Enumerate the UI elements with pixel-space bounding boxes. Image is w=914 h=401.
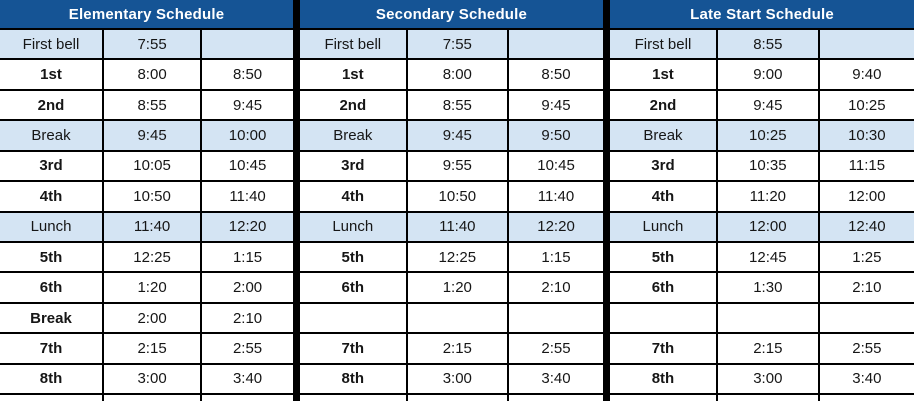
schedule-row: [300, 30, 603, 60]
end-time-cell: 8:50: [541, 66, 571, 84]
schedule-row: [300, 243, 603, 273]
start-time-cell: 10:50: [104, 182, 202, 210]
start-time-cell: 10:05: [104, 152, 202, 180]
end-time-cell: 9:50: [541, 126, 571, 144]
start-time-cell: 12:45: [718, 243, 820, 271]
period-cell: 1st: [300, 60, 408, 88]
start-time-cell: [718, 304, 820, 332]
end-time-cell: 3:40: [852, 370, 882, 388]
end-time-cell: 10:45: [537, 157, 575, 175]
period-cell: [300, 304, 408, 332]
schedule-row: [610, 30, 914, 60]
elementary-schedule-table: [0, 0, 293, 401]
period-cell: 6th: [0, 273, 104, 301]
period-cell: 2nd: [610, 91, 718, 119]
schedule-row: [0, 213, 293, 243]
clipped-cell: [408, 395, 510, 401]
start-time-cell: 10:25: [718, 121, 820, 149]
period-cell: Lunch: [610, 213, 718, 241]
start-time-cell: [408, 304, 510, 332]
schedule-row: [610, 243, 914, 273]
clipped-cell: [509, 395, 603, 401]
clipped-row: [300, 395, 603, 401]
end-time-cell: 2:55: [232, 339, 263, 357]
period-cell: 1st: [610, 60, 718, 88]
schedule-row: [300, 334, 603, 364]
start-time-cell: 10:50: [408, 182, 510, 210]
schedule-row: [0, 334, 293, 364]
end-time-cell: 9:40: [852, 66, 882, 84]
end-time-cell: 11:40: [537, 187, 575, 205]
end-time-cell: [202, 30, 293, 58]
period-cell: 8th: [0, 365, 104, 393]
start-time-cell: 8:55: [408, 91, 510, 119]
clipped-cell: [820, 395, 914, 401]
schedule-row: [610, 182, 914, 212]
schedule-row: [300, 182, 603, 212]
start-time-cell: 2:15: [104, 334, 202, 362]
period-cell: 7th: [610, 334, 718, 362]
schedule-row: [0, 60, 293, 90]
schedule-row: [610, 121, 914, 151]
period-cell: 4th: [0, 182, 104, 210]
end-time-cell: 11:15: [848, 157, 886, 175]
late-start-schedule-table: [610, 0, 914, 401]
period-cell: [610, 304, 718, 332]
end-time-cell: [820, 304, 914, 332]
start-time-cell: 8:55: [104, 91, 202, 119]
period-cell: 2nd: [300, 91, 408, 119]
table-rows: [0, 30, 293, 395]
period-cell: 3rd: [0, 152, 104, 180]
start-time-cell: 1:20: [408, 273, 510, 301]
period-cell: 6th: [300, 273, 408, 301]
end-time-cell: 10:25: [848, 96, 886, 114]
start-time-cell: 8:00: [408, 60, 510, 88]
period-cell: 3rd: [610, 152, 718, 180]
period-cell: 5th: [0, 243, 104, 271]
start-time-cell: 12:25: [104, 243, 202, 271]
start-time-cell: 11:20: [718, 182, 820, 210]
table-title: Late Start Schedule: [610, 0, 914, 30]
start-time-cell: 7:55: [104, 30, 202, 58]
end-time-cell: 12:20: [228, 218, 267, 236]
start-time-cell: 9:00: [718, 60, 820, 88]
start-time-cell: 9:45: [104, 121, 202, 149]
start-time-cell: 2:00: [104, 304, 202, 332]
schedule-row: [0, 365, 293, 393]
period-cell: 1st: [0, 60, 104, 88]
schedule-row: [300, 152, 603, 182]
empty-row: [610, 304, 914, 334]
start-time-cell: 8:55: [718, 30, 820, 58]
end-time-cell: [820, 30, 914, 58]
period-cell: 7th: [0, 334, 104, 362]
period-cell: 8th: [300, 365, 408, 393]
start-time-cell: 3:00: [718, 365, 820, 393]
clipped-cell: [610, 395, 718, 401]
end-time-cell: [509, 30, 603, 58]
schedule-row: [0, 182, 293, 212]
end-time-cell: 1:15: [541, 248, 571, 266]
end-time-cell: 12:40: [848, 218, 886, 236]
period-cell: First bell: [0, 30, 104, 58]
clipped-row: [0, 395, 293, 401]
schedule-row: [610, 334, 914, 364]
period-cell: 7th: [300, 334, 408, 362]
schedule-row: [300, 60, 603, 90]
end-time-cell: 12:00: [848, 187, 886, 205]
period-cell: 5th: [300, 243, 408, 271]
start-time-cell: 11:40: [408, 213, 510, 241]
schedule-row: [610, 213, 914, 243]
period-cell: Break: [0, 121, 104, 149]
schedule-row: [610, 365, 914, 393]
end-time-cell: 11:40: [229, 187, 266, 205]
start-time-cell: 2:15: [718, 334, 820, 362]
period-cell: 6th: [610, 273, 718, 301]
clipped-cell: [0, 395, 104, 401]
end-time-cell: 10:00: [228, 126, 267, 144]
schedule-row: [0, 243, 293, 273]
empty-row: [300, 304, 603, 334]
start-time-cell: 12:00: [718, 213, 820, 241]
clipped-cell: [104, 395, 202, 401]
period-cell: 8th: [610, 365, 718, 393]
period-cell: 2nd: [0, 91, 104, 119]
schedule-row: [300, 273, 603, 303]
clipped-row: [610, 395, 914, 401]
schedule-row: [300, 121, 603, 151]
period-cell: Lunch: [0, 213, 104, 241]
start-time-cell: 2:15: [408, 334, 510, 362]
end-time-cell: 3:40: [541, 370, 571, 388]
table-title: Elementary Schedule: [0, 0, 293, 30]
period-cell: 4th: [610, 182, 718, 210]
start-time-cell: 10:35: [718, 152, 820, 180]
end-time-cell: 2:00: [232, 279, 263, 297]
start-time-cell: 8:00: [104, 60, 202, 88]
end-time-cell: 1:25: [852, 248, 882, 266]
period-cell: 4th: [300, 182, 408, 210]
period-cell: Break: [610, 121, 718, 149]
table-title: Secondary Schedule: [300, 0, 603, 30]
end-time-cell: 2:55: [852, 339, 882, 357]
schedule-row: [0, 152, 293, 182]
end-time-cell: 10:45: [228, 157, 267, 175]
end-time-cell: 3:40: [232, 370, 263, 388]
secondary-schedule-table: [300, 0, 603, 401]
end-time-cell: 9:45: [541, 96, 571, 114]
start-time-cell: 1:20: [104, 273, 202, 301]
start-time-cell: 7:55: [408, 30, 510, 58]
start-time-cell: 3:00: [104, 365, 202, 393]
period-cell: 5th: [610, 243, 718, 271]
start-time-cell: 9:55: [408, 152, 510, 180]
end-time-cell: 10:30: [848, 126, 886, 144]
clipped-cell: [202, 395, 293, 401]
clipped-cell: [718, 395, 820, 401]
start-time-cell: 12:25: [408, 243, 510, 271]
period-cell: 3rd: [300, 152, 408, 180]
period-cell: Lunch: [300, 213, 408, 241]
end-time-cell: 2:10: [541, 279, 571, 297]
schedule-row: [610, 60, 914, 90]
schedule-row: [0, 273, 293, 303]
schedule-row: [0, 121, 293, 151]
end-time-cell: 1:15: [232, 248, 263, 266]
start-time-cell: 3:00: [408, 365, 510, 393]
schedule-row: [0, 91, 293, 121]
start-time-cell: 11:40: [104, 213, 202, 241]
schedule-row: [610, 91, 914, 121]
end-time-cell: 8:50: [232, 66, 263, 84]
clipped-cell: [300, 395, 408, 401]
start-time-cell: 9:45: [408, 121, 510, 149]
end-time-cell: 2:10: [232, 309, 263, 327]
schedule-row: [300, 91, 603, 121]
end-time-cell: 9:45: [232, 96, 263, 114]
schedule-row: [0, 304, 293, 334]
start-time-cell: 9:45: [718, 91, 820, 119]
schedule-row: [610, 152, 914, 182]
schedule-row: [300, 213, 603, 243]
schedule-row: [610, 273, 914, 303]
schedule-row: [300, 365, 603, 393]
start-time-cell: 1:30: [718, 273, 820, 301]
period-cell: First bell: [610, 30, 718, 58]
period-cell: First bell: [300, 30, 408, 58]
end-time-cell: 2:10: [852, 279, 882, 297]
table-rows: [610, 30, 914, 395]
period-cell: Break: [0, 304, 104, 332]
end-time-cell: 2:55: [541, 339, 571, 357]
end-time-cell: 12:20: [537, 218, 575, 236]
end-time-cell: [509, 304, 603, 332]
period-cell: Break: [300, 121, 408, 149]
schedule-row: [0, 30, 293, 60]
table-rows: [300, 30, 603, 395]
